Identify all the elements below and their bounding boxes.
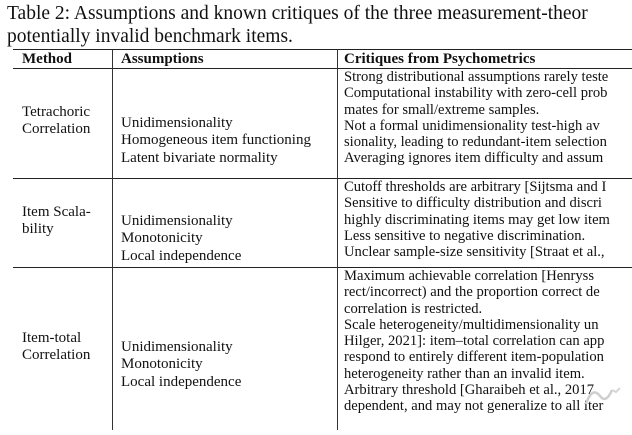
caption-line-2: potentially invalid benchmark items. [7, 26, 293, 47]
critique-line: Cutoff thresholds are arbitrary [Sijtsma and I [344, 179, 607, 195]
critique-line: Unclear sample-size sensitivity [Straat et al., [344, 244, 605, 261]
assumption-item: Unidimensionality [121, 115, 233, 131]
assumption-item: Local independence [121, 247, 242, 264]
assumption-item: Monotonicity [121, 230, 203, 247]
table-row-1-critiques [344, 69, 632, 167]
header-method: Method [22, 51, 72, 67]
method-line: Correlation [22, 347, 91, 364]
method-line: Tetrachoric [22, 104, 91, 120]
critique-line: Scale heterogeneity/multidimensionality un [344, 316, 599, 333]
watermark-icon [582, 382, 626, 412]
table-row-3-assumptions [121, 339, 241, 391]
header-critiques: Critiques from Psychometrics [344, 51, 536, 67]
table-caption [7, 2, 632, 48]
method-line: bility [22, 221, 54, 238]
assumption-item: Monotonicity [121, 356, 203, 373]
critique-line: Maximum achievable correlation [Henryss [344, 268, 595, 284]
column-divider-2 [337, 50, 338, 430]
critique-line: Averaging ignores item difficulty and assum [344, 150, 604, 167]
table-row-1-method [22, 104, 90, 139]
method-line: Correlation [22, 121, 91, 138]
table-row-2-critiques [344, 179, 632, 260]
critique-line: Arbitrary threshold [Gharaibeh et al., 2017 [344, 382, 595, 399]
assumption-item: Unidimensionality [121, 339, 233, 355]
critique-line: correlation is restricted. [344, 300, 483, 317]
table-row-1-assumptions [121, 115, 311, 167]
critique-line: highly discriminating items may get low item [344, 211, 610, 228]
method-line: Item Scala- [22, 204, 91, 220]
table-row-2-assumptions [121, 213, 241, 265]
method-line: Item-total [22, 330, 82, 346]
table-row-2-method [22, 204, 91, 239]
critique-line: rect/incorrect) and the proportion correct de [344, 284, 600, 301]
column-divider-1 [112, 50, 113, 430]
critique-line: Computational instability with zero-cell prob [344, 85, 608, 102]
header-assumptions: Assumptions [121, 51, 204, 67]
table-row-3-method [22, 330, 90, 365]
assumption-item: Homogeneous item functioning [121, 132, 311, 149]
assumption-item: Latent bivariate normality [121, 149, 278, 166]
critique-line: respond to entirely different item-population [344, 349, 604, 366]
critique-line: heterogeneity rather than an invalid item. [344, 365, 585, 382]
critique-line: mates for small/extreme samples. [344, 101, 540, 118]
critique-line: Not a formal unidimensionality test-high av [344, 117, 600, 134]
caption-line-1: Table 2: Assumptions and known critiques of the three measurement-theor [7, 3, 588, 24]
critique-line: Strong distributional assumptions rarely teste [344, 69, 609, 85]
critique-line: dependent, and may not generalize to all iter [344, 398, 604, 415]
assumption-item: Local independence [121, 373, 242, 390]
critique-line: Sensitive to difficulty distribution and discri [344, 195, 602, 212]
critique-line: Hilger, 2021]: item–total correlation can app [344, 333, 605, 350]
top-rule [13, 49, 632, 50]
critique-line: Less sensitive to negative discrimination. [344, 227, 586, 244]
assumption-item: Unidimensionality [121, 213, 233, 229]
critique-line: sionality, leading to redundant-item selection [344, 134, 607, 151]
